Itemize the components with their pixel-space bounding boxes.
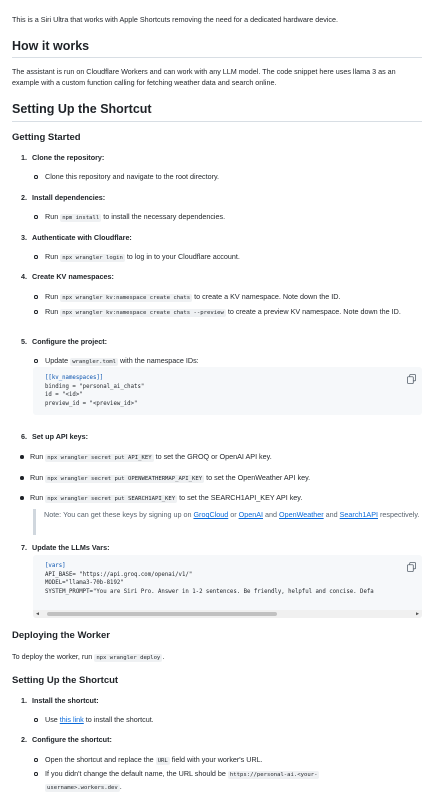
note-blockquote: Note: You can get these keys by signing up on GroqCloud or OpenAI and OpenWeather and Search1API respectively. bbox=[33, 509, 421, 535]
copy-icon[interactable] bbox=[407, 374, 416, 384]
toml-code-block bbox=[33, 367, 422, 415]
heading-deploying: Deploying the Worker bbox=[12, 630, 111, 641]
inline-code: npx wrangler kv:namespace create chats --preview bbox=[62, 310, 224, 316]
inline-code: username>.workers.dev bbox=[47, 785, 118, 791]
step-1-bullet: Clone this repository and navigate to the root directory. bbox=[45, 171, 423, 182]
step-4-bullet-2: Run npx wrangler kv:namespace create chats --preview to create a preview KV namespace. Note down the ID. bbox=[45, 306, 423, 319]
code-line: preview_id = "<preview_id>" bbox=[45, 400, 138, 407]
configure-step-bullet-1: Open the shortcut and replace the URL field with your worker's URL. bbox=[45, 754, 423, 767]
heading-setting-up: Setting Up the Shortcut bbox=[12, 102, 152, 116]
horizontal-scrollbar[interactable] bbox=[33, 610, 422, 618]
inline-code: npx wrangler login bbox=[62, 255, 123, 261]
inline-code: npx wrangler secret put OPENWEATHERMAP_API_KEY bbox=[47, 476, 203, 482]
code-lines bbox=[45, 562, 374, 596]
scroll-right-icon[interactable]: ▶ bbox=[415, 611, 419, 617]
code-line: binding = "personal_ai_chats" bbox=[45, 383, 145, 390]
copy-icon[interactable] bbox=[407, 562, 416, 572]
heading-getting-started: Getting Started bbox=[12, 132, 81, 143]
step-1-title: 1. Clone the repository: bbox=[21, 153, 105, 162]
inline-code: npx wrangler secret put SEARCH1API_KEY bbox=[47, 496, 176, 502]
note-label: Note: bbox=[44, 510, 62, 519]
install-step-title: 1. Install the shortcut: bbox=[21, 696, 99, 705]
step-3-title: 3. Authenticate with Cloudflare: bbox=[21, 233, 132, 242]
heading-rule bbox=[12, 121, 422, 122]
step-5-bullet: Update wrangler.toml with the namespace IDs: bbox=[45, 355, 423, 368]
step-6-bullet-2: Run npx wrangler secret put OPENWEATHERMAP_API_KEY to set the OpenWeather API key. bbox=[30, 472, 422, 485]
code-line: API_BASE= "https://api.groq.com/openai/v1/" bbox=[45, 571, 193, 578]
intro-text: This is a Siri Ultra that works with Apple Shortcuts removing the need for a dedicated hardware device. bbox=[12, 15, 338, 24]
search1api-link[interactable]: Search1API bbox=[339, 510, 378, 519]
step-2-title: 2. Install dependencies: bbox=[21, 193, 106, 202]
openweather-link[interactable]: OpenWeather bbox=[279, 510, 324, 519]
step-5-title: 5. Configure the project: bbox=[21, 337, 108, 346]
install-step-bullet: Use this link to install the shortcut. bbox=[45, 714, 423, 725]
inline-code: wrangler.toml bbox=[72, 359, 116, 365]
step-4-bullet-1: Run npx wrangler kv:namespace create chats to create a KV namespace. Note down the ID. bbox=[45, 291, 423, 304]
inline-code: URL bbox=[157, 758, 168, 764]
inline-code: npx wrangler secret put API_KEY bbox=[47, 455, 152, 461]
code-line: SYSTEM_PROMPT="You are Siri Pro. Answer in 1-2 sentences. Be friendly, helpful and concise. Defa bbox=[45, 588, 374, 595]
code-line: [[kv_namespaces]] bbox=[45, 375, 104, 381]
inline-code: https://personal-ai.<your- bbox=[229, 772, 318, 778]
inline-code: npx wrangler deploy bbox=[96, 655, 161, 661]
step-2-bullet: Run npm install to install the necessary dependencies. bbox=[45, 211, 423, 224]
scrollbar-thumb[interactable] bbox=[47, 612, 277, 616]
step-6-bullet-3: Run npx wrangler secret put SEARCH1API_KEY to set the SEARCH1API_KEY API key. bbox=[30, 492, 422, 505]
code-line: MODEL="llama3-70b-8192" bbox=[45, 580, 124, 586]
step-6-bullet-1: Run npx wrangler secret put API_KEY to set the GROQ or OpenAI API key. bbox=[30, 451, 422, 464]
inline-code: npm install bbox=[62, 215, 100, 221]
step-7-title: 7. Update the LLMs Vars: bbox=[21, 543, 110, 552]
how-it-works-text: The assistant is run on Cloudflare Workers and can work with any LLM model. The code snippet here uses llama 3 as an example with a custom function calling for fetching weather data and search online. bbox=[12, 67, 396, 87]
shortcut-link[interactable]: this link bbox=[59, 715, 84, 724]
heading-rule bbox=[12, 57, 422, 58]
openai-link[interactable]: OpenAI bbox=[238, 510, 264, 519]
configure-step-title: 2. Configure the shortcut: bbox=[21, 735, 112, 744]
step-3-bullet: Run npx wrangler login to log in to your Cloudflare account. bbox=[45, 251, 423, 264]
configure-step-bullet-2: If you didn't change the default name, the URL should be https://personal-ai.<your- username>.workers.dev . bbox=[45, 768, 423, 794]
code-line: [vars] bbox=[45, 563, 66, 569]
step-4-title: 4. Create KV namespaces: bbox=[21, 272, 114, 281]
groqcloud-link[interactable]: GroqCloud bbox=[193, 510, 229, 519]
scroll-left-icon[interactable]: ◀ bbox=[36, 611, 40, 617]
heading-how-it-works: How it works bbox=[12, 39, 90, 53]
heading-setting-up-shortcut: Setting Up the Shortcut bbox=[12, 675, 119, 686]
vars-code-block bbox=[33, 555, 422, 618]
deploy-text: To deploy the worker, run npx wrangler deploy . bbox=[12, 652, 165, 661]
inline-code: npx wrangler kv:namespace create chats bbox=[62, 295, 191, 301]
step-6-title: 6. Set up API keys: bbox=[21, 432, 89, 441]
code-line: id = "<id>" bbox=[45, 392, 83, 398]
code-lines bbox=[45, 374, 144, 408]
